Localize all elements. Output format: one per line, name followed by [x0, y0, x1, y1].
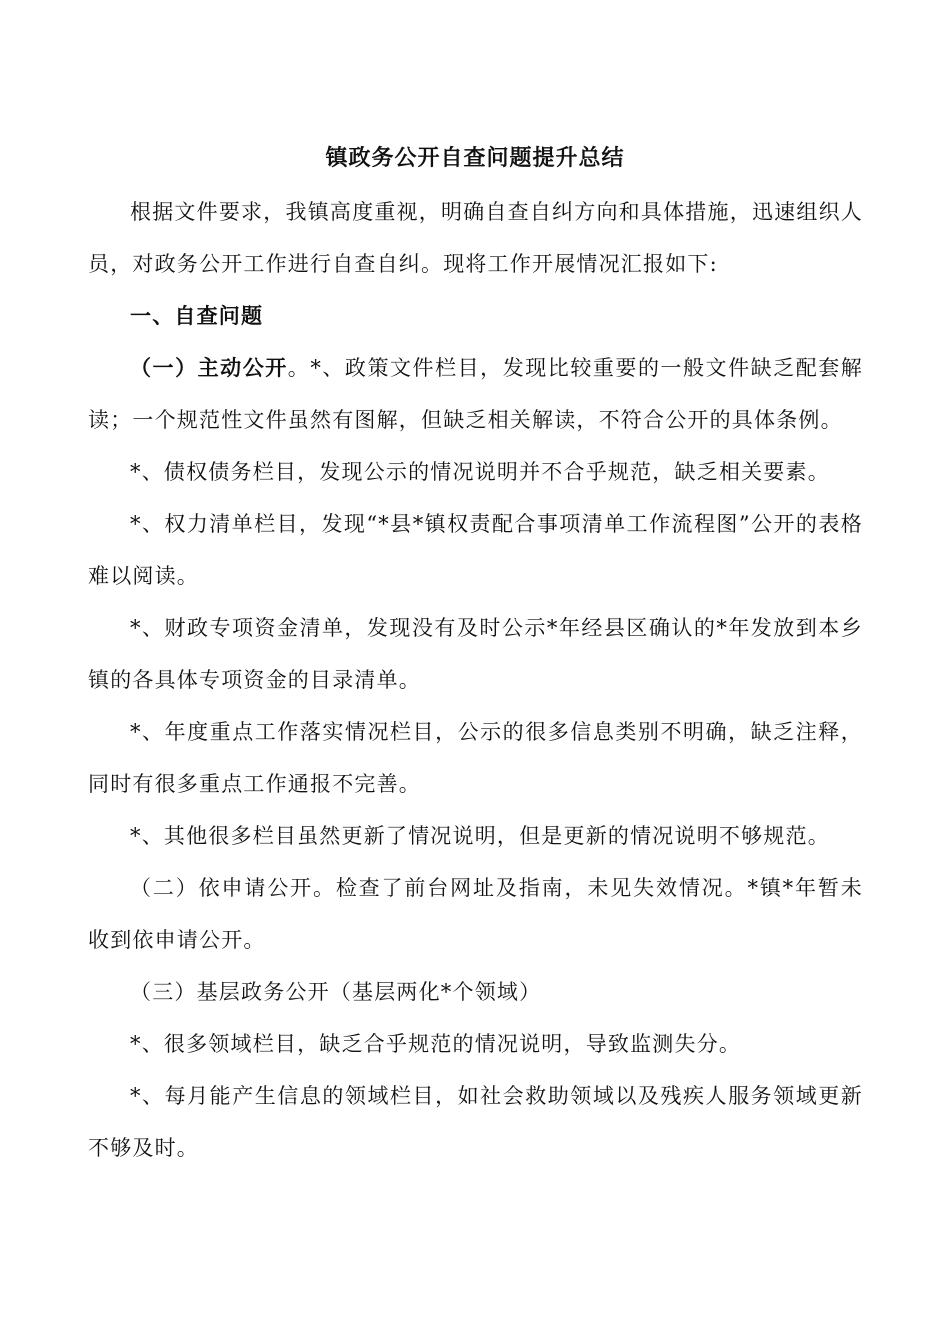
subheading-active-disclosure: （一）主动公开 — [130, 355, 288, 380]
intro-paragraph: 根据文件要求，我镇高度重视，明确自查自纠方向和具体措施，迅速组织人员，对政务公开工作进行自查自纠。现将工作开展情况汇报如下: — [88, 200, 863, 276]
paragraph-request-disclosure: （二）依申请公开。检查了前台网址及指南，未见失效情况。*镇*年暂未收到依申请公开。 — [88, 876, 863, 952]
paragraph-grassroots-disclosure: （三）基层政务公开（基层两化*个领域） — [130, 980, 542, 1004]
paragraph-debt-column: *、债权债务栏目，发现公示的情况说明并不合乎规范，缺乏相关要素。 — [130, 460, 830, 484]
paragraph-other-columns: *、其他很多栏目虽然更新了情况说明，但是更新的情况说明不够规范。 — [130, 824, 830, 848]
paragraph-power-list: *、权力清单栏目，发现“*县*镇权责配合事项清单工作流程图”公开的表格难以阅读。 — [88, 512, 863, 588]
paragraph-fields-columns: *、很多领域栏目，缺乏合乎规范的情况说明，导致监测失分。 — [130, 1032, 742, 1056]
section-heading-self-check: 一、自查问题 — [130, 303, 264, 328]
document-title: 镇政务公开自查问题提升总结 — [325, 145, 625, 171]
paragraph-finance-funds: *、财政专项资金清单，发现没有及时公示*年经县区确认的*年发放到本乡镇的各具体专项资金的目录清单。 — [88, 616, 863, 692]
paragraph-monthly-columns: *、每月能产生信息的领域栏目，如社会救助领域以及残疾人服务领域更新不够及时。 — [88, 1084, 863, 1160]
paragraph-annual-work: *、年度重点工作落实情况栏目，公示的很多信息类别不明确，缺乏注释，同时有很多重点工作通报不完善。 — [88, 720, 863, 796]
active-disclosure-text: 。*、政策文件栏目，发现比较重要的一般文件缺乏配套解读；一个规范性文件虽然有图解，但缺乏相关解读，不符合公开的具体条例。 — [88, 356, 864, 432]
paragraph-active-disclosure — [88, 342, 863, 446]
